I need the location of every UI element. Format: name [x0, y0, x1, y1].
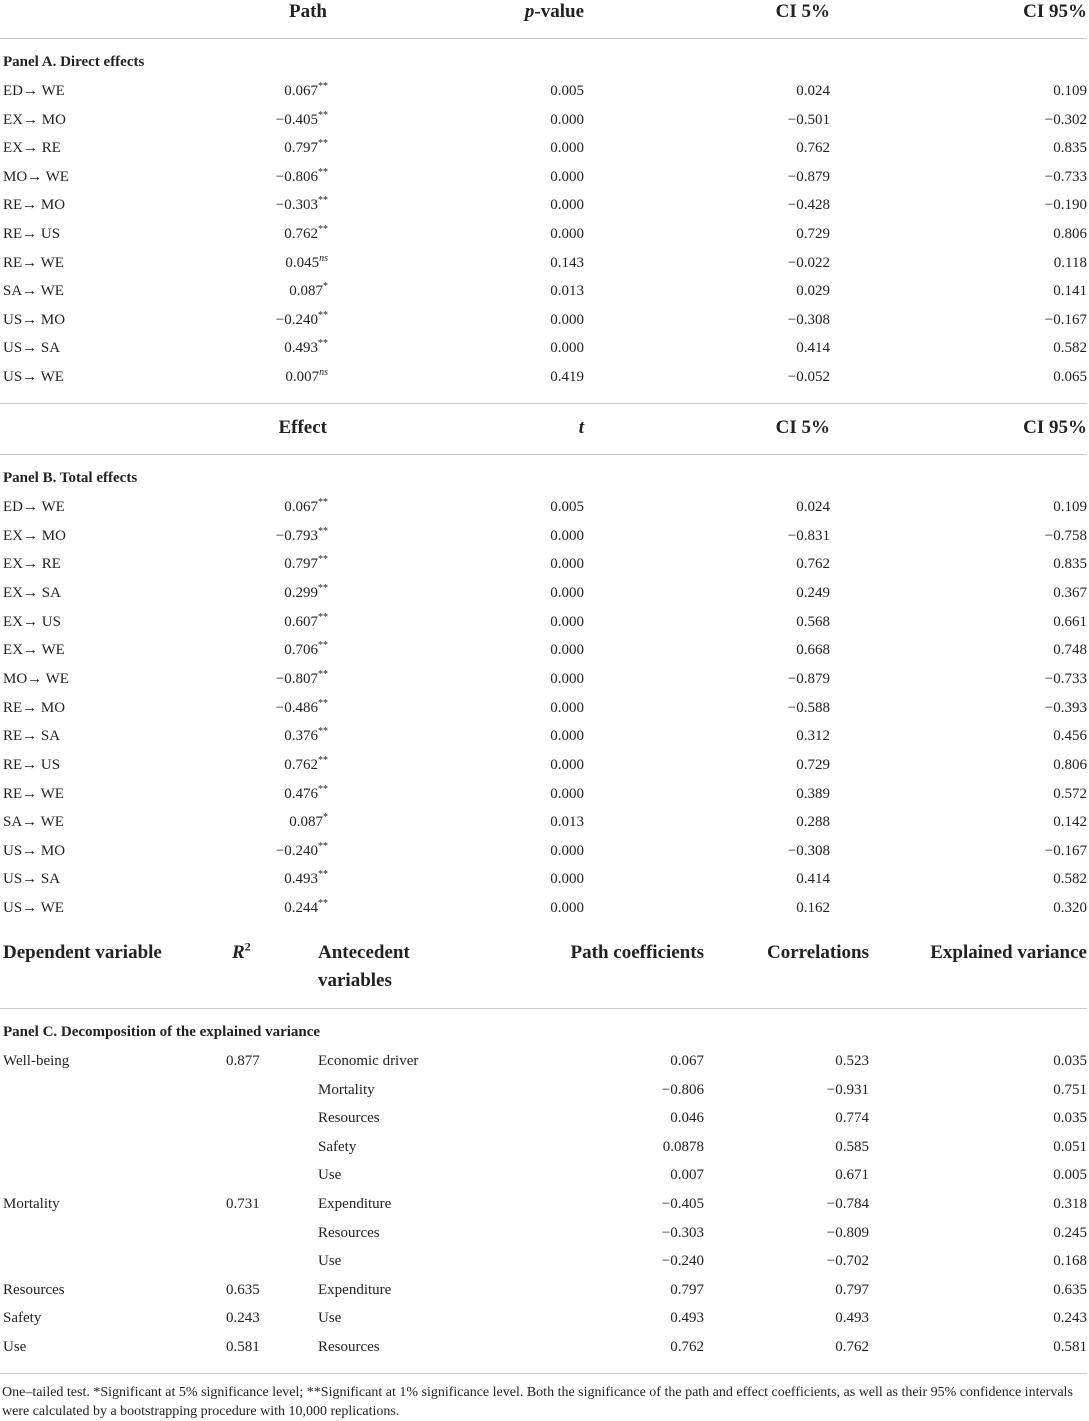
ci5-value: 0.729 — [796, 226, 830, 242]
t-value: 0.000 — [550, 900, 584, 917]
path-coefficient-value: −0.303 — [275, 197, 318, 214]
effect-value-value: 0.087 — [289, 814, 323, 831]
header-t-italic: t — [578, 417, 584, 438]
antecedent-variable: Expenditure — [318, 1281, 392, 1298]
explained-variance: 0.581 — [1053, 1339, 1087, 1355]
ci5-value: 0.414 — [796, 340, 830, 357]
dependent-variable: Well-being — [3, 1053, 70, 1069]
t-value: 0.000 — [550, 756, 584, 773]
row-label: EX→ MO — [3, 527, 66, 544]
significance-mark: ** — [318, 582, 328, 594]
t-value: 0.000 — [550, 699, 584, 716]
ci95-value: −0.302 — [1044, 111, 1087, 128]
effect-value-value: 0.476 — [284, 785, 318, 802]
path-coefficient: −0.303 — [661, 1224, 704, 1241]
significance-mark: ** — [318, 898, 328, 910]
explained-variance: 0.751 — [1053, 1081, 1087, 1098]
ci95-value: 0.320 — [1053, 900, 1087, 917]
antecedent-variable: Resources — [318, 1110, 380, 1127]
ci5-value: −0.879 — [787, 168, 830, 185]
path-coefficient-value: 0.493 — [284, 340, 318, 357]
antecedent-variable: Economic driver — [318, 1053, 419, 1069]
correlation: −0.702 — [826, 1253, 869, 1270]
path-coefficient: 0.046 — [670, 1110, 704, 1127]
header-t — [579, 418, 584, 437]
ci95-value: −0.733 — [1044, 670, 1087, 687]
ci95-value: 0.661 — [1053, 613, 1087, 630]
row-label: US→ WE — [3, 900, 64, 917]
row-label: EX→ SA — [3, 584, 61, 601]
p-value: 0.005 — [550, 83, 584, 99]
path-coefficient-value: −0.405 — [275, 111, 318, 128]
t-value: 0.000 — [550, 527, 584, 544]
path-coefficient-value: 0.045 — [285, 254, 320, 271]
r-squared: 0.243 — [226, 1310, 260, 1327]
path-coefficient-value: 0.762 — [284, 226, 318, 242]
path-coefficient: 0.007 — [670, 1167, 704, 1184]
ci5-value: 0.668 — [796, 642, 830, 659]
ci5-value: −0.022 — [787, 254, 830, 271]
significance-mark: ** — [318, 109, 328, 121]
row-label: RE→ US — [3, 756, 61, 773]
ci5-value: −0.428 — [787, 197, 830, 214]
path-coefficient: 0.067 — [670, 1053, 704, 1069]
ci5-value: 0.568 — [796, 613, 830, 630]
t-value: 0.000 — [550, 642, 584, 659]
significance-mark: ** — [318, 611, 328, 623]
dependent-variable: Resources — [3, 1281, 65, 1298]
effect-value-value: 0.244 — [284, 900, 318, 917]
ci95-value: 0.109 — [1053, 83, 1087, 99]
path-coefficient: 0.0878 — [662, 1138, 704, 1155]
significance-mark: ** — [318, 195, 328, 207]
row-label: ED→ WE — [3, 83, 65, 99]
correlation: −0.784 — [826, 1196, 869, 1212]
ci95-value: 0.065 — [1053, 369, 1087, 385]
row-label: RE→ WE — [3, 254, 64, 271]
row-label: US→ MO — [3, 311, 66, 328]
path-coefficient-value: −0.240 — [275, 311, 318, 328]
ci5-value: 0.729 — [796, 756, 830, 773]
correlation: 0.774 — [835, 1110, 869, 1127]
header-p-value — [525, 2, 584, 21]
explained-variance: 0.051 — [1053, 1138, 1087, 1155]
antecedent-variable: Use — [318, 1310, 342, 1327]
ci5-value: −0.831 — [787, 527, 830, 544]
effect-value-value: 0.797 — [284, 556, 318, 573]
explained-variance: 0.635 — [1053, 1281, 1087, 1298]
divider — [0, 1008, 1087, 1009]
correlation: 0.523 — [835, 1053, 869, 1069]
header-explained-variance: Explained variance — [930, 942, 1087, 963]
row-label: RE→ MO — [3, 197, 66, 214]
t-value: 0.000 — [550, 785, 584, 802]
ci5-value: 0.249 — [796, 584, 830, 601]
header-ci5: CI 5% — [775, 1, 830, 22]
ci5-value: −0.308 — [787, 842, 830, 859]
significance-mark: ** — [318, 338, 328, 350]
effect-value — [284, 754, 328, 773]
ci95-value: 0.367 — [1053, 584, 1087, 601]
path-coefficient — [285, 252, 328, 271]
p-value: 0.143 — [550, 254, 584, 271]
significance-mark: ** — [318, 497, 328, 508]
ci5-value: 0.024 — [796, 83, 830, 99]
ci95-value: 0.806 — [1053, 226, 1087, 242]
antecedent-variable: Use — [318, 1167, 342, 1184]
footnote: One–tailed test. *Significant at 5% significance level; **Significant at 1% significance level. Both the significance of the path and effect coefficients, as well as their 95% confidence intervals were calculated by a bootstrapping procedure with 10,000 replications. — [2, 1385, 1073, 1419]
explained-variance: 0.035 — [1053, 1110, 1087, 1127]
header-path: Path — [289, 1, 327, 22]
ci95-value: 0.748 — [1053, 642, 1087, 659]
effect-value-value: 0.706 — [284, 642, 318, 659]
effect-value — [284, 554, 328, 573]
path-coefficient — [285, 367, 328, 385]
path-coefficient-value: 0.087 — [289, 283, 323, 300]
explained-variance: 0.035 — [1053, 1053, 1087, 1069]
significance-mark: * — [323, 812, 328, 824]
correlation: −0.809 — [826, 1224, 869, 1241]
ci95-value: 0.572 — [1053, 785, 1087, 802]
path-coefficient-value: 0.797 — [284, 140, 318, 157]
t-value: 0.013 — [550, 814, 584, 831]
ci5-value: 0.414 — [796, 871, 830, 888]
row-label: EX→ RE — [3, 556, 61, 573]
effect-value-value: 0.376 — [284, 728, 318, 745]
ci5-value: 0.389 — [796, 785, 830, 802]
correlation: 0.585 — [835, 1138, 869, 1155]
path-coefficient: −0.806 — [661, 1081, 704, 1098]
header-ci95-b: CI 95% — [1023, 417, 1087, 438]
p-value: 0.013 — [550, 283, 584, 300]
significance-mark: ** — [318, 726, 328, 738]
effect-value-value: −0.793 — [275, 527, 318, 544]
row-label: EX→ US — [3, 613, 61, 630]
dependent-variable: Mortality — [3, 1196, 60, 1212]
path-coefficient — [275, 109, 328, 128]
panel-c-title: Panel C. Decomposition of the explained variance — [3, 1024, 321, 1040]
antecedent-variable: Mortality — [318, 1081, 375, 1098]
effect-value — [284, 497, 328, 515]
row-label: US→ MO — [3, 842, 66, 859]
ci95-value: −0.190 — [1044, 197, 1087, 214]
r-squared: 0.581 — [226, 1339, 260, 1355]
path-coefficient: −0.405 — [661, 1196, 704, 1212]
significance-mark: ** — [318, 525, 328, 537]
correlation: 0.493 — [835, 1310, 869, 1327]
significance-mark: * — [323, 281, 328, 293]
path-coefficient — [284, 224, 328, 242]
antecedent-variable: Resources — [318, 1224, 380, 1241]
t-value: 0.005 — [550, 499, 584, 515]
ci5-value: −0.879 — [787, 670, 830, 687]
row-label: ED→ WE — [3, 499, 65, 515]
ci5-value: 0.762 — [796, 556, 830, 573]
path-coefficient: −0.240 — [661, 1253, 704, 1270]
ci95-value: 0.109 — [1053, 499, 1087, 515]
significance-mark: ** — [318, 840, 328, 852]
panel-b-title: Panel B. Total effects — [3, 470, 138, 486]
row-label: SA→ WE — [3, 283, 64, 300]
path-coefficient — [275, 166, 328, 185]
effect-value — [284, 611, 328, 630]
ci95-value: −0.758 — [1044, 527, 1087, 544]
path-coefficient — [284, 81, 328, 99]
effect-value — [284, 726, 328, 745]
row-label: RE→ WE — [3, 785, 64, 802]
header-antecedent-1: Antecedent — [318, 942, 410, 963]
path-coefficient — [289, 281, 328, 300]
divider — [0, 403, 1087, 404]
effect-value — [275, 697, 328, 716]
effect-value-value: 0.299 — [284, 584, 318, 601]
t-value: 0.000 — [550, 556, 584, 573]
divider — [0, 38, 1087, 39]
ci95-value: 0.582 — [1053, 340, 1087, 357]
path-coefficient: 0.762 — [670, 1339, 704, 1355]
path-coefficient — [275, 195, 328, 214]
significance-mark: ** — [318, 668, 328, 680]
ci95-value: 0.142 — [1053, 814, 1087, 831]
effect-value-value: −0.807 — [275, 670, 318, 687]
dependent-variable: Safety — [3, 1310, 42, 1327]
ci5-value: −0.501 — [787, 111, 830, 128]
effect-value — [289, 812, 328, 831]
ci5-value: 0.762 — [796, 140, 830, 157]
ci95-value: 0.118 — [1053, 254, 1087, 271]
header-correlations: Correlations — [766, 942, 869, 963]
row-label: US→ SA — [3, 340, 61, 357]
ci5-value: 0.162 — [796, 900, 830, 917]
row-label: US→ SA — [3, 871, 61, 888]
header-antecedent-2: variables — [318, 970, 392, 991]
effect-value — [284, 869, 328, 888]
p-value: 0.419 — [550, 369, 584, 385]
ci95-value: 0.141 — [1053, 283, 1087, 300]
t-value: 0.000 — [550, 871, 584, 888]
effect-value — [275, 668, 328, 687]
p-value: 0.000 — [550, 226, 584, 242]
ci5-value: 0.288 — [796, 814, 830, 831]
p-value: 0.000 — [550, 197, 584, 214]
ci5-value: 0.029 — [796, 283, 830, 300]
ci95-value: −0.167 — [1044, 842, 1087, 859]
effect-value-value: 0.493 — [284, 871, 318, 888]
antecedent-variable: Use — [318, 1253, 342, 1270]
effect-value-value: −0.486 — [275, 699, 318, 716]
explained-variance: 0.005 — [1053, 1167, 1087, 1184]
ci95-value: −0.167 — [1044, 311, 1087, 328]
ci95-value: 0.582 — [1053, 871, 1087, 888]
antecedent-variable: Expenditure — [318, 1196, 392, 1212]
ci95-value: 0.835 — [1053, 556, 1087, 573]
significance-mark: ** — [318, 81, 328, 92]
correlation: 0.671 — [835, 1167, 869, 1184]
significance-mark: ns — [319, 367, 328, 378]
r-squared: 0.731 — [226, 1196, 260, 1212]
header-r2-base: R — [232, 942, 245, 963]
divider — [0, 1373, 1087, 1374]
significance-mark: ** — [318, 309, 328, 321]
explained-variance: 0.168 — [1053, 1253, 1087, 1270]
ci5-value: 0.024 — [796, 499, 830, 515]
path-coefficient: 0.797 — [670, 1281, 704, 1298]
ci5-value: −0.308 — [787, 311, 830, 328]
explained-variance: 0.245 — [1053, 1224, 1087, 1241]
significance-mark: ** — [318, 697, 328, 709]
ci95-value: 0.806 — [1053, 756, 1087, 773]
header-ci5-b: CI 5% — [775, 417, 830, 438]
row-label: EX→ MO — [3, 111, 66, 128]
effect-value — [275, 525, 328, 544]
correlation: −0.931 — [826, 1081, 869, 1098]
path-coefficient: 0.493 — [670, 1310, 704, 1327]
row-label: MO→ WE — [3, 168, 69, 185]
header-path-coefficients: Path coefficients — [570, 942, 704, 963]
antecedent-variable: Resources — [318, 1339, 380, 1355]
panel-a-title: Panel A. Direct effects — [3, 54, 145, 70]
ci95-value: −0.733 — [1044, 168, 1087, 185]
significance-mark: ** — [318, 640, 328, 652]
row-label: RE→ SA — [3, 728, 61, 745]
t-value: 0.000 — [550, 613, 584, 630]
significance-mark: ** — [318, 138, 328, 150]
antecedent-variable: Safety — [318, 1138, 357, 1155]
header-p-italic: p — [524, 1, 535, 22]
ci95-value: 0.835 — [1053, 140, 1087, 157]
row-label: US→ WE — [3, 369, 64, 385]
row-label: RE→ MO — [3, 699, 66, 716]
ci5-value: −0.052 — [787, 369, 830, 385]
p-value: 0.000 — [550, 311, 584, 328]
path-coefficient — [284, 338, 328, 357]
row-label: SA→ WE — [3, 814, 64, 831]
effect-value — [284, 783, 328, 802]
row-label: EX→ RE — [3, 140, 61, 157]
correlation: 0.762 — [835, 1339, 869, 1355]
explained-variance: 0.243 — [1053, 1310, 1087, 1327]
row-label: EX→ WE — [3, 642, 65, 659]
significance-mark: ns — [319, 252, 328, 264]
p-value: 0.000 — [550, 111, 584, 128]
header-dependent: Dependent variable — [3, 942, 162, 963]
path-coefficient-value: −0.806 — [275, 168, 318, 185]
r-squared: 0.877 — [226, 1053, 260, 1069]
significance-mark: ** — [318, 224, 328, 235]
significance-mark: ** — [318, 783, 328, 795]
dependent-variable: Use — [3, 1339, 27, 1355]
ci95-value: 0.456 — [1053, 728, 1087, 745]
ci95-value: −0.393 — [1044, 699, 1087, 716]
effect-value-value: 0.067 — [284, 499, 318, 515]
header-r2-exp: 2 — [244, 939, 251, 954]
row-label: MO→ WE — [3, 670, 69, 687]
p-value: 0.000 — [550, 140, 584, 157]
effect-value — [275, 840, 328, 859]
t-value: 0.000 — [550, 584, 584, 601]
effect-value — [284, 582, 328, 601]
t-value: 0.000 — [550, 670, 584, 687]
correlation: 0.797 — [835, 1281, 869, 1298]
significance-mark: ** — [318, 166, 328, 178]
divider — [0, 454, 1087, 455]
effect-value-value: −0.240 — [275, 842, 318, 859]
path-coefficient-value: 0.067 — [284, 83, 318, 99]
significance-mark: ** — [318, 554, 328, 566]
path-coefficient — [275, 309, 328, 328]
effect-value-value: 0.607 — [284, 613, 318, 630]
ci5-value: 0.312 — [796, 728, 830, 745]
header-r2 — [232, 939, 251, 963]
t-value: 0.000 — [550, 842, 584, 859]
ci5-value: −0.588 — [787, 699, 830, 716]
r-squared: 0.635 — [226, 1281, 260, 1298]
path-coefficient — [284, 138, 328, 157]
effect-value-value: 0.762 — [284, 756, 318, 773]
explained-variance: 0.318 — [1053, 1196, 1087, 1212]
path-coefficient-value: 0.007 — [285, 369, 320, 385]
p-value: 0.000 — [550, 168, 584, 185]
row-label: RE→ US — [3, 226, 61, 242]
header-effect: Effect — [278, 417, 327, 438]
effect-value — [284, 898, 328, 917]
header-ci95: CI 95% — [1023, 1, 1087, 22]
effect-value — [284, 640, 328, 659]
p-value: 0.000 — [550, 340, 584, 357]
t-value: 0.000 — [550, 728, 584, 745]
significance-mark: ** — [318, 754, 328, 766]
significance-mark: ** — [318, 869, 328, 881]
header-p-rest: -value — [534, 1, 584, 22]
